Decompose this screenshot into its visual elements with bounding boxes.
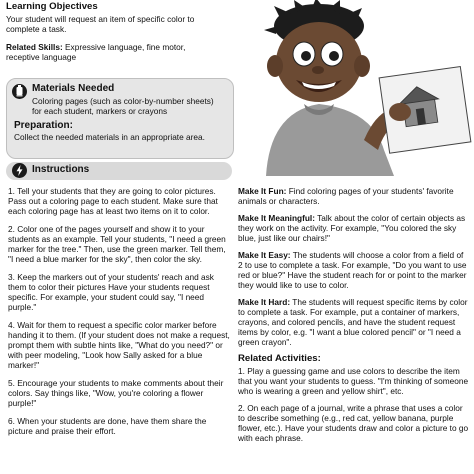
- extension-item: Make It Meaningful: Talk about the color of certain objects as they work on the activity. For example, "You colored the sky blue, just like our chairs!": [238, 213, 466, 243]
- skills-line1: Expressive language, fine motor,: [62, 42, 186, 52]
- related-item: 1. Play a guessing game and use colors to describe the item that you want your students to guess. "I'm thinking of someone who is wearing a green and yellow shirt", etc.: [238, 366, 469, 396]
- instruction-item: 2. Color one of the pages yourself and show it to your students as an example. Tell your students, "I need a green marker for the tree." Then, use the green marker. Tell them, "I need a blue marker for the sky", then color the sky.: [8, 224, 226, 264]
- instructions-list: [8, 186, 230, 444]
- instruction-item: 6. When your students are done, have them share the picture and praise their effort.: [8, 416, 207, 436]
- extension-item: Make It Easy: The students will choose a color from a field of 2 to use to complete a task. For example, "Do you want to use red or blue?" Have the student reach for or point to the marker they would like to use to color.: [238, 250, 467, 290]
- ear: [354, 55, 370, 77]
- hand: [389, 103, 411, 121]
- instructions-heading: Instructions: [32, 164, 90, 175]
- extension-item: Make It Hard: The students will request specific items by color to complete a task. For example, put a container of markers, crayons, and colored pencils, and have the student request items by color, e.g. "I want a blue colored pencil" or "I need a green crayon".: [238, 297, 468, 347]
- skills-label: Related Skills:: [6, 42, 63, 52]
- extension-item: Make It Fun: Find coloring pages of your students' favorite animals or characters.: [238, 186, 454, 206]
- lightning-icon: [12, 163, 27, 178]
- nose: [312, 66, 324, 74]
- materials-line1: Coloring pages (such as color-by-number sheets): [32, 96, 214, 106]
- materials-line2: for each student, markers or crayons: [32, 106, 168, 116]
- extensions-list: [238, 186, 470, 450]
- skills-line2: receptive language: [6, 52, 77, 62]
- instruction-item: 5. Encourage your students to make comments about their colors. Say things like, "Wow, you're coloring a flower purple!": [8, 378, 224, 408]
- objectives-text-line1: Your student will request an item of specific color to: [6, 14, 195, 24]
- instruction-item: 4. Wait for them to request a specific color marker before handing it to them. (If your student does not make a request, prompt them with subtle hints like, "What do you need?" or with peer modeling, "Look how Sally asked for a blue marker!": [8, 320, 230, 370]
- instruction-item: 3. Keep the markers out of your students' reach and ask them to color their pictures Have your students request specific. For example, your student could say, "I need purple.": [8, 272, 214, 312]
- preparation-heading: Preparation:: [14, 120, 73, 131]
- objectives-heading: Learning Objectives: [6, 1, 98, 12]
- related-skills: [6, 42, 185, 52]
- ear: [267, 55, 283, 77]
- preparation-text: Collect the needed materials in an appropriate area.: [14, 132, 205, 142]
- related-item: 2. On each page of a journal, write a phrase that uses a color to describe something (e.g., red cat, yellow banana, purple flower, etc.). Have your students draw and color a picture to go with each phrase.: [238, 403, 469, 443]
- related-activities-heading: Related Activities:: [238, 353, 321, 364]
- paint-tube-icon: [12, 84, 27, 99]
- objectives-text-line2: complete a task.: [6, 24, 67, 34]
- instruction-item: 1. Tell your students that they are going to color pictures. Pass out a coloring page to each student. Make sure that each coloring page has at least two items on it to color.: [8, 186, 218, 216]
- child-holding-drawing-illustration: [244, 0, 474, 176]
- materials-heading: Materials Needed: [32, 83, 115, 94]
